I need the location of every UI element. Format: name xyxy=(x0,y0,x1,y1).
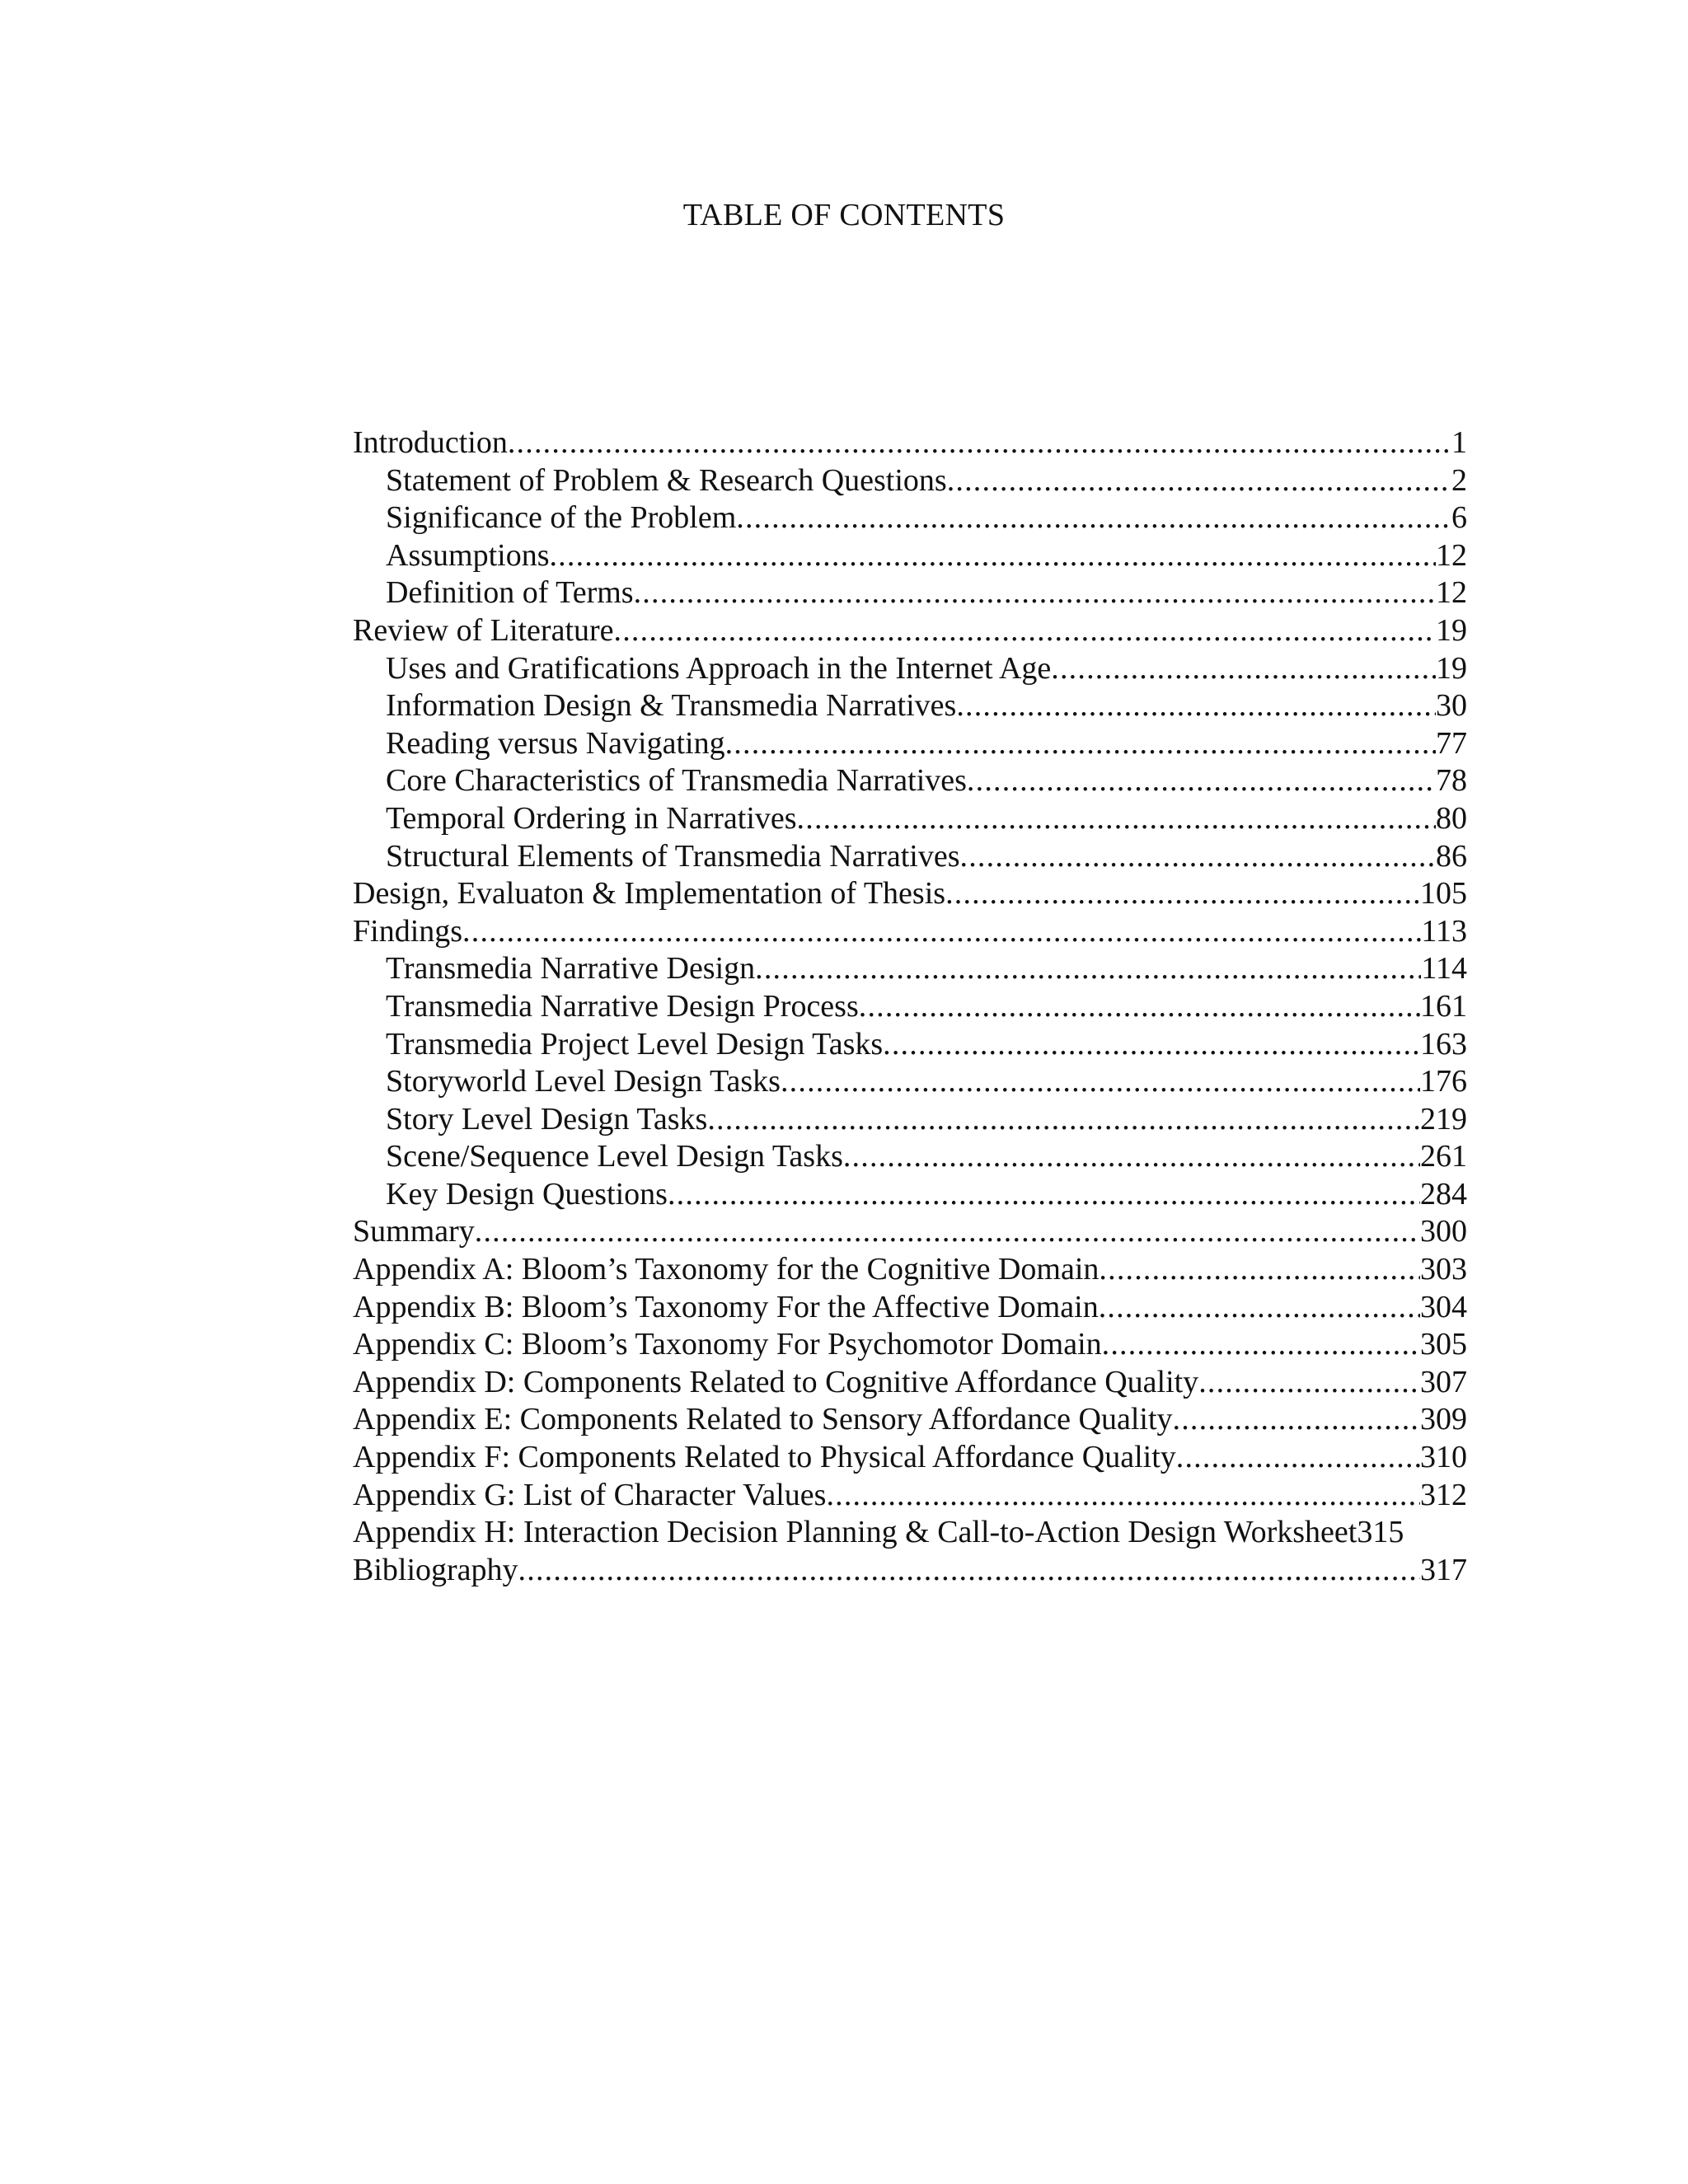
toc-entry-title: Appendix D: Components Related to Cognitive Affordance Quality xyxy=(353,1364,1199,1399)
toc-dot-leader xyxy=(883,1026,1420,1064)
toc-entry-title: Structural Elements of Transmedia Narratives xyxy=(386,838,960,874)
toc-entry xyxy=(353,687,1467,725)
toc-entry-title: Information Design & Transmedia Narratives xyxy=(386,688,957,724)
toc-entry xyxy=(353,1514,1467,1552)
toc-dot-leader xyxy=(859,988,1420,1026)
toc-dot-leader xyxy=(1099,1289,1420,1327)
toc-entry xyxy=(353,1552,1467,1590)
toc-entry-page-number: 77 xyxy=(1436,725,1467,761)
toc-entry xyxy=(353,1101,1467,1139)
toc-dot-leader xyxy=(736,499,1451,537)
toc-entry-title: Storyworld Level Design Tasks xyxy=(386,1064,781,1099)
toc-dot-leader xyxy=(797,800,1436,838)
toc-entry xyxy=(353,950,1467,988)
toc-entry xyxy=(353,424,1467,462)
toc-entry-page-number: 78 xyxy=(1436,763,1467,799)
toc-entry xyxy=(353,1401,1467,1439)
toc-entry-page-number: 105 xyxy=(1420,876,1467,912)
toc-entry xyxy=(353,537,1467,575)
toc-entry-title: Reading versus Navigating xyxy=(386,725,725,761)
toc-entry-title: Summary xyxy=(353,1214,475,1249)
toc-entry-page-number: 307 xyxy=(1420,1364,1467,1399)
toc-dot-leader xyxy=(508,424,1451,462)
toc-entry-page-number: 284 xyxy=(1420,1176,1467,1212)
toc-entry-page-number: 163 xyxy=(1420,1026,1467,1062)
toc-dot-leader xyxy=(967,762,1436,800)
toc-entry-title: Appendix B: Bloom’s Taxonomy For the Affective Domain xyxy=(353,1289,1099,1324)
toc-dot-leader xyxy=(781,1063,1420,1101)
toc-entry xyxy=(353,875,1467,913)
toc-dot-leader xyxy=(475,1213,1420,1251)
toc-entry xyxy=(353,725,1467,763)
toc-entry-title: Appendix F: Components Related to Physical Affordance Quality xyxy=(353,1440,1176,1475)
page-title: TABLE OF CONTENTS xyxy=(682,198,1006,232)
toc-dot-leader xyxy=(1176,1439,1420,1477)
toc-entry xyxy=(353,913,1467,951)
toc-entry xyxy=(353,1138,1467,1176)
toc-dot-leader xyxy=(1173,1401,1420,1439)
toc-entry-page-number: 113 xyxy=(1421,913,1467,949)
toc-dot-leader xyxy=(1099,1251,1420,1289)
toc-entry-page-number: 19 xyxy=(1436,612,1467,648)
toc-dot-leader xyxy=(725,725,1436,763)
toc-entry-page-number: 30 xyxy=(1436,688,1467,724)
toc-entry xyxy=(353,988,1467,1026)
toc-dot-leader xyxy=(707,1101,1420,1139)
toc-entry-title: Statement of Problem & Research Questions xyxy=(386,462,947,498)
toc-entry-page-number: 300 xyxy=(1420,1214,1467,1249)
toc-entry-page-number: 1 xyxy=(1451,425,1467,460)
toc-entry xyxy=(353,574,1467,612)
toc-entry-page-number: 303 xyxy=(1420,1252,1467,1287)
toc-entry-page-number: 6 xyxy=(1451,500,1467,536)
toc-entry xyxy=(353,1063,1467,1101)
toc-entry-title: Temporal Ordering in Narratives xyxy=(386,800,797,836)
toc-entry-title: Introduction xyxy=(353,425,508,460)
toc-dot-leader xyxy=(668,1176,1420,1214)
toc-entry-title: Scene/Sequence Level Design Tasks xyxy=(386,1139,843,1174)
toc-entry xyxy=(353,1251,1467,1289)
toc-entry xyxy=(353,1364,1467,1402)
toc-entry xyxy=(353,499,1467,537)
toc-entry xyxy=(353,800,1467,838)
toc-entry-title: Significance of the Problem xyxy=(386,500,737,536)
toc-entry-title: Transmedia Narrative Design xyxy=(386,951,756,987)
toc-dot-leader xyxy=(945,875,1420,913)
toc-entry-title: Review of Literature xyxy=(353,612,614,648)
toc-dot-leader xyxy=(518,1552,1420,1590)
toc-entry-title: Appendix E: Components Related to Sensory Affordance Quality xyxy=(353,1402,1173,1437)
toc-entry xyxy=(353,1289,1467,1327)
toc-entry-title: Story Level Design Tasks xyxy=(386,1101,708,1137)
toc-entry xyxy=(353,462,1467,500)
toc-dot-leader xyxy=(1051,650,1436,688)
toc-dot-leader xyxy=(1102,1326,1420,1364)
toc-entry-title: Findings xyxy=(353,913,463,949)
toc-entry-page-number: 304 xyxy=(1420,1289,1467,1324)
toc-dot-leader xyxy=(947,462,1451,500)
toc-entry-title: Appendix A: Bloom’s Taxonomy for the Cognitive Domain xyxy=(353,1252,1100,1287)
toc-entry xyxy=(353,1439,1467,1477)
toc-entry-page-number: 161 xyxy=(1420,988,1467,1024)
toc-entry-page-number: 2 xyxy=(1451,462,1467,498)
toc-dot-leader xyxy=(462,913,1421,951)
toc-entry-title: Transmedia Narrative Design Process xyxy=(386,988,859,1024)
toc-dot-leader xyxy=(755,950,1421,988)
toc-entry-page-number: 114 xyxy=(1421,951,1467,987)
toc-entry xyxy=(353,1026,1467,1064)
toc-entry-title: Transmedia Project Level Design Tasks xyxy=(386,1026,884,1062)
toc-dot-leader xyxy=(826,1477,1420,1515)
toc-entry-title: Core Characteristics of Transmedia Narratives xyxy=(386,763,967,799)
toc-entry-title: Key Design Questions xyxy=(386,1176,668,1212)
toc-entry-title: Design, Evaluaton & Implementation of Thesis xyxy=(353,876,946,912)
toc-dot-leader xyxy=(634,574,1436,612)
toc-dot-leader xyxy=(614,612,1436,650)
toc-entry xyxy=(353,1176,1467,1214)
toc-entry-title: Bibliography xyxy=(353,1552,518,1587)
toc-dot-leader xyxy=(960,838,1436,876)
toc-entry-page-number: 312 xyxy=(1420,1477,1467,1512)
toc-entry-page-number: 12 xyxy=(1436,575,1467,611)
toc-entry-title: Definition of Terms xyxy=(386,575,634,611)
toc-dot-leader xyxy=(549,537,1436,575)
toc-entry-title: Assumptions xyxy=(386,537,550,573)
toc-entry-page-number: 219 xyxy=(1420,1101,1467,1137)
toc-dot-leader xyxy=(956,687,1436,725)
table-of-contents xyxy=(353,424,1467,1589)
toc-entry xyxy=(353,762,1467,800)
toc-entry-page-number: 80 xyxy=(1436,800,1467,836)
toc-entry-page-number: 315 xyxy=(1357,1515,1404,1550)
toc-entry xyxy=(353,650,1467,688)
toc-entry xyxy=(353,1477,1467,1515)
toc-entry xyxy=(353,838,1467,876)
toc-entry xyxy=(353,612,1467,650)
toc-entry-title: Appendix H: Interaction Decision Planning & Call-to-Action Design Worksheet xyxy=(353,1515,1357,1550)
toc-entry xyxy=(353,1326,1467,1364)
toc-entry-page-number: 317 xyxy=(1420,1552,1467,1587)
toc-entry-page-number: 19 xyxy=(1436,650,1467,686)
toc-entry-title: Appendix G: List of Character Values xyxy=(353,1477,827,1512)
toc-entry xyxy=(353,1213,1467,1251)
toc-entry-page-number: 12 xyxy=(1436,537,1467,573)
toc-entry-page-number: 86 xyxy=(1436,838,1467,874)
toc-entry-page-number: 176 xyxy=(1420,1064,1467,1099)
toc-entry-page-number: 309 xyxy=(1420,1402,1467,1437)
toc-dot-leader xyxy=(1198,1364,1420,1402)
toc-entry-page-number: 310 xyxy=(1420,1440,1467,1475)
toc-entry-page-number: 261 xyxy=(1420,1139,1467,1174)
toc-entry-title: Appendix C: Bloom’s Taxonomy For Psychomotor Domain xyxy=(353,1327,1102,1362)
toc-entry-page-number: 305 xyxy=(1420,1327,1467,1362)
toc-dot-leader xyxy=(843,1138,1420,1176)
toc-entry-title: Uses and Gratifications Approach in the Internet Age xyxy=(386,650,1052,686)
